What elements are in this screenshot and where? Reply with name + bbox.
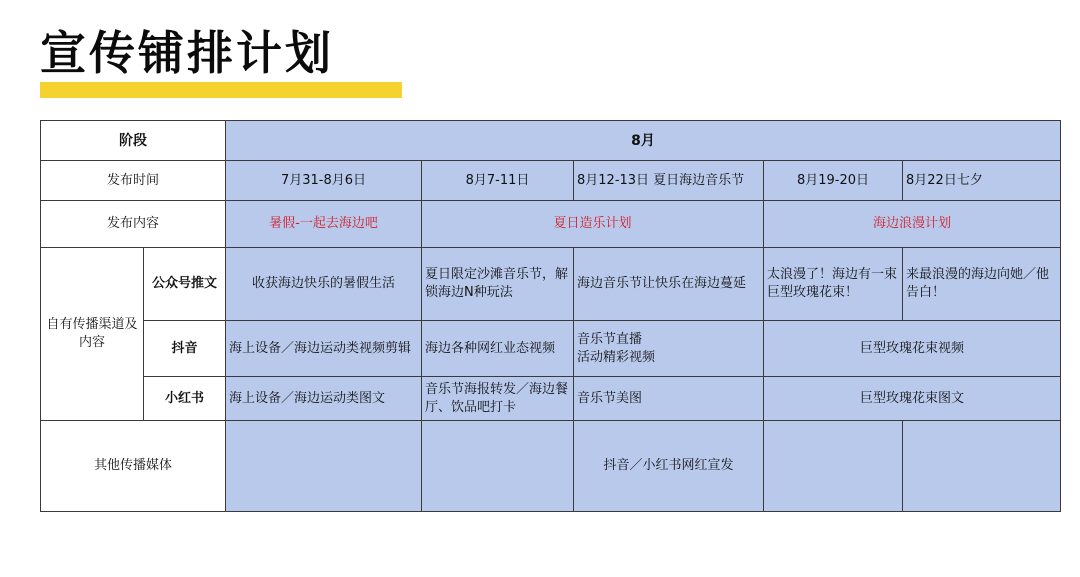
- date-cell: 8月19-20日: [764, 161, 903, 201]
- douyin-row: [41, 321, 1061, 377]
- empty-cell: [764, 421, 903, 512]
- date-cell: 8月7-11日: [422, 161, 574, 201]
- content-cell: 夏日限定沙滩音乐节，解锁海边N种玩法: [422, 248, 574, 321]
- content-cell: 音乐节美图: [574, 377, 764, 421]
- content-cell: 音乐节直播 活动精彩视频: [574, 321, 764, 377]
- month-header: 8月: [226, 121, 1061, 161]
- content-cell: 太浪漫了！海边有一束巨型玫瑰花束！: [764, 248, 903, 321]
- empty-cell: [226, 421, 422, 512]
- stage-row: [41, 121, 1061, 161]
- content-cell: 巨型玫瑰花束视频: [764, 321, 1061, 377]
- promotion-plan-table: [40, 120, 1061, 512]
- content-cell: 收获海边快乐的暑假生活: [226, 248, 422, 321]
- xiaohongshu-row: [41, 377, 1061, 421]
- content-cell: 音乐节海报转发／海边餐厅、饮品吧打卡: [422, 377, 574, 421]
- other-media-cell: 抖音／小红书网红宣发: [574, 421, 764, 512]
- theme-cell: 暑假-一起去海边吧: [226, 201, 422, 248]
- owned-channels-label: 自有传播渠道及内容: [41, 248, 144, 421]
- release-time-label: 发布时间: [41, 161, 226, 201]
- date-cell: 8月22日七夕: [903, 161, 1061, 201]
- title-block: [40, 22, 402, 100]
- channel-label-wechat: 公众号推文: [144, 248, 226, 321]
- content-cell: 巨型玫瑰花束图文: [764, 377, 1061, 421]
- release-content-row: [41, 201, 1061, 248]
- page-title: 宣传铺排计划: [40, 26, 334, 80]
- channel-label-douyin: 抖音: [144, 321, 226, 377]
- content-cell: 来最浪漫的海边向她／他告白！: [903, 248, 1061, 321]
- content-cell: 海上设备／海边运动类图文: [226, 377, 422, 421]
- other-media-row: [41, 421, 1061, 512]
- empty-cell: [422, 421, 574, 512]
- content-cell: 海边音乐节让快乐在海边蔓延: [574, 248, 764, 321]
- theme-cell: 夏日造乐计划: [422, 201, 764, 248]
- channel-label-xiaohongshu: 小红书: [144, 377, 226, 421]
- title-underline-bar: [40, 82, 402, 98]
- date-cell: 7月31-8月6日: [226, 161, 422, 201]
- theme-cell: 海边浪漫计划: [764, 201, 1061, 248]
- release-content-label: 发布内容: [41, 201, 226, 248]
- wechat-row: [41, 248, 1061, 321]
- empty-cell: [903, 421, 1061, 512]
- date-cell: 8月12-13日 夏日海边音乐节: [574, 161, 764, 201]
- content-cell: 海边各种网红业态视频: [422, 321, 574, 377]
- stage-label: 阶段: [41, 121, 226, 161]
- content-cell: 海上设备／海边运动类视频剪辑: [226, 321, 422, 377]
- other-media-label: 其他传播媒体: [41, 421, 226, 512]
- release-time-row: [41, 161, 1061, 201]
